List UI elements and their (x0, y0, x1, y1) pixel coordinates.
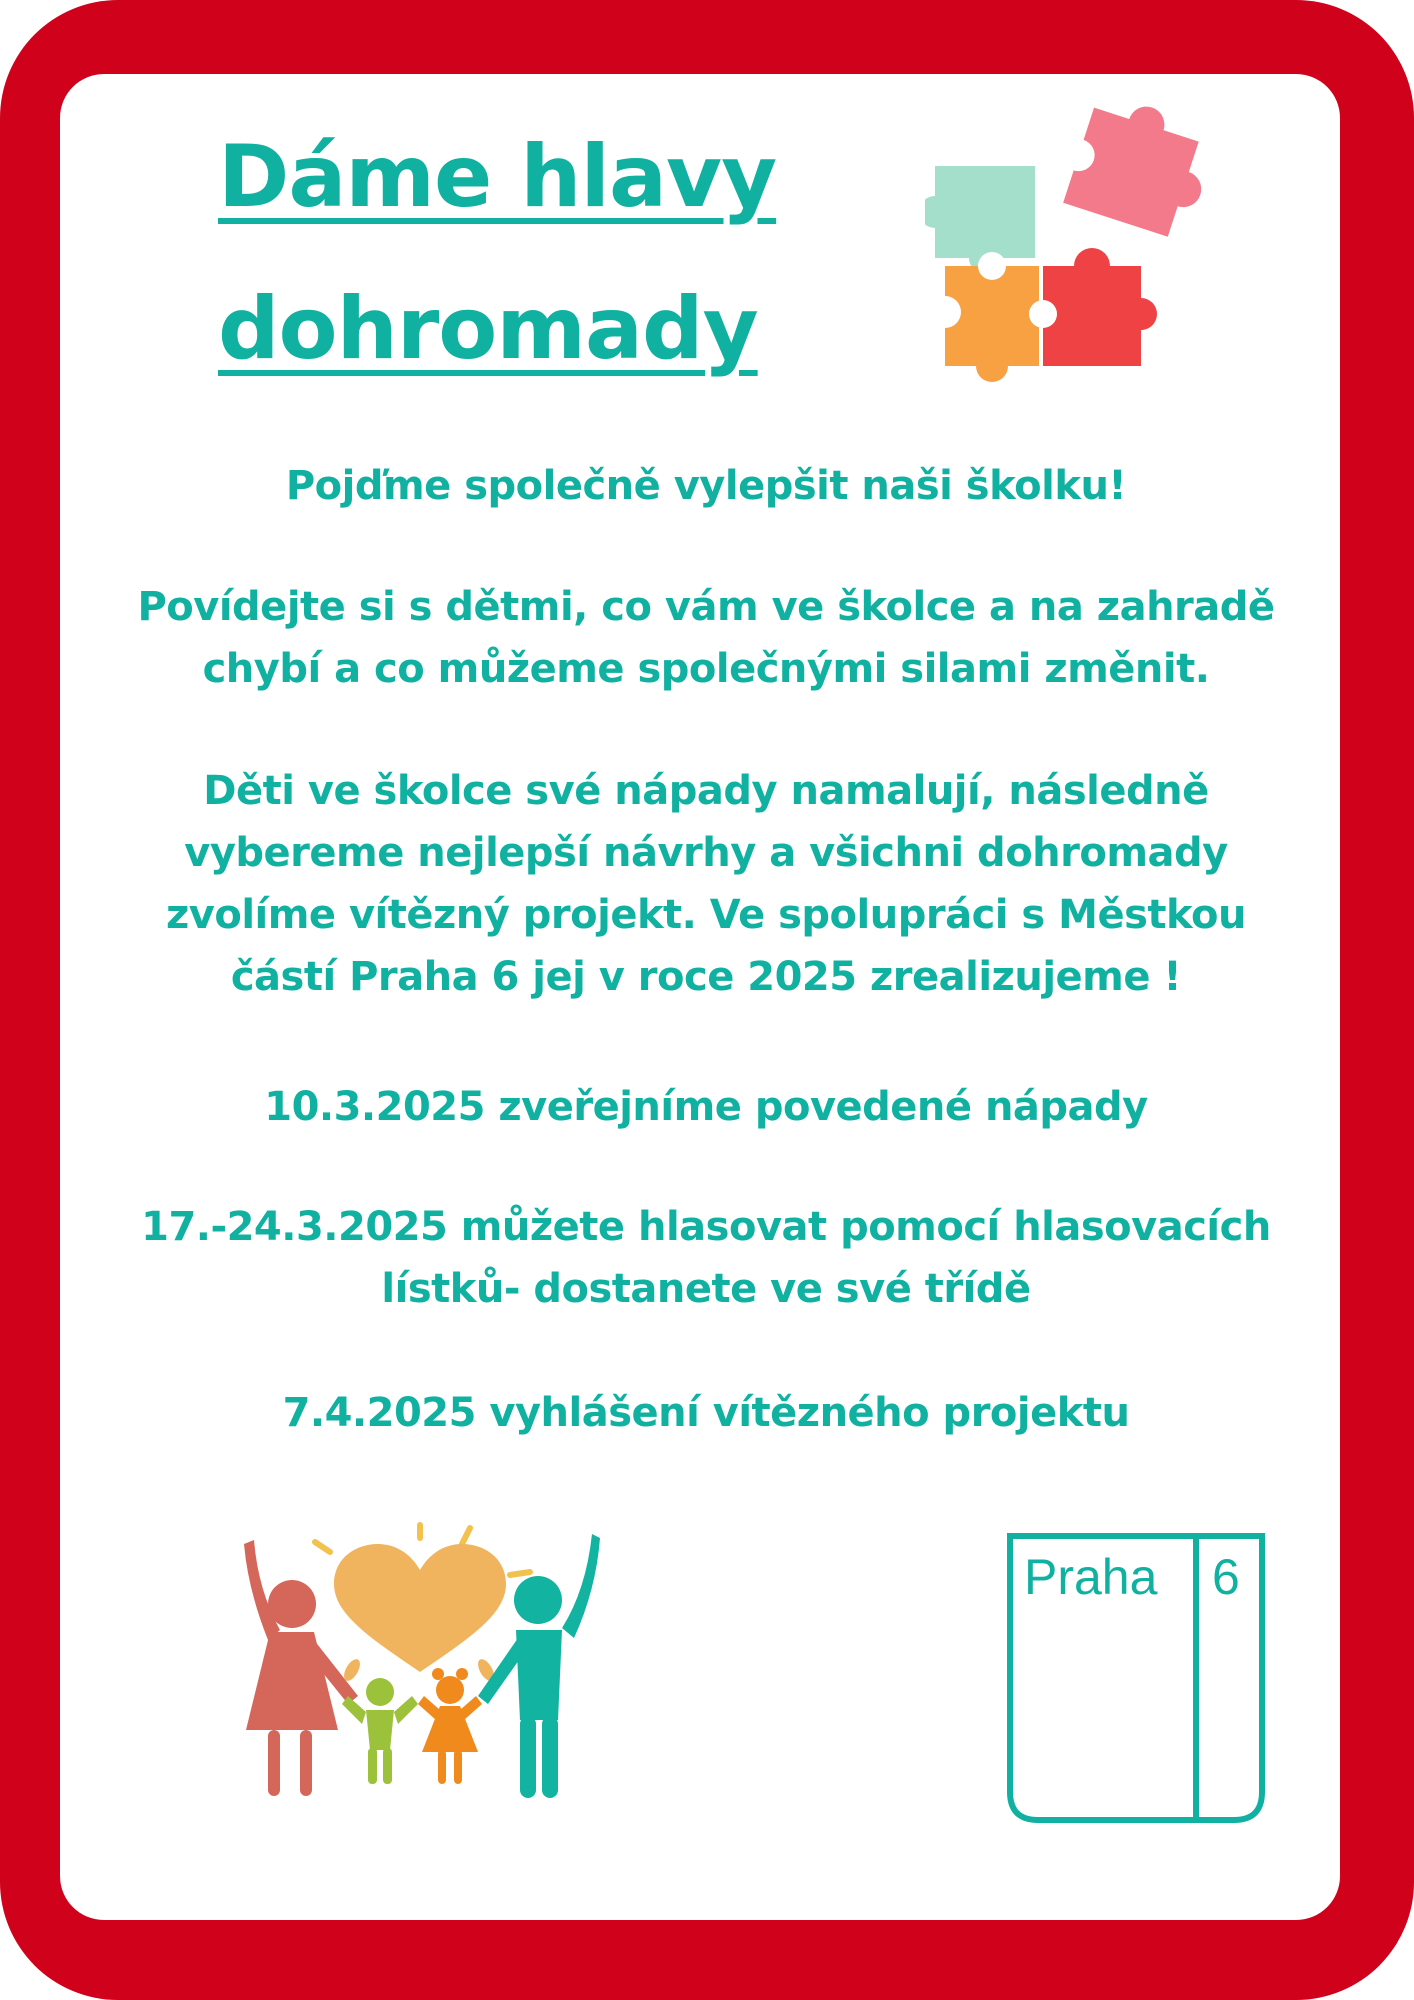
heart-shape (334, 1544, 506, 1672)
girl-child-figure (418, 1668, 482, 1784)
logo-number: 6 (1212, 1549, 1240, 1605)
vote-date-line-1: 17.-24.3.2025 můžete hlasovat pomocí hlasovacích (141, 1204, 1271, 1250)
kids-paragraph (86, 760, 1326, 1008)
vote-date-paragraph (86, 1196, 1326, 1320)
puzzle-piece-mint (925, 166, 1035, 274)
talk-paragraph (86, 576, 1326, 700)
intro-line: Pojďme společně vylepšit naši školku! (285, 463, 1127, 509)
title-line-1: Dáme hlavy (218, 127, 777, 227)
kids-line-3: zvolíme vítězný projekt. Ve spolupráci s Městkou (165, 892, 1247, 938)
announce-date-line: 7.4.2025 vyhlášení vítězného projektu (282, 1390, 1130, 1436)
puzzle-piece-red (1029, 248, 1157, 366)
vote-date-line-2: lístků- dostanete ve své třídě (381, 1266, 1031, 1312)
talk-line-1: Povídejte si s dětmi, co vám ve školce a na zahradě (137, 584, 1275, 630)
talk-line-2: chybí a co můžeme společnými silami změnit. (202, 646, 1210, 692)
publish-date-line: 10.3.2025 zveřejníme povedené nápady (264, 1084, 1148, 1130)
publish-date-paragraph (86, 1076, 1326, 1138)
announce-date-paragraph (86, 1382, 1326, 1444)
kids-line-1: Děti ve školce své nápady namalují, následně (203, 768, 1209, 814)
puzzle-pieces-icon (925, 100, 1225, 400)
puzzle-piece-pink (1048, 100, 1221, 242)
logo-name: Praha (1024, 1549, 1158, 1605)
intro-paragraph (86, 455, 1326, 517)
praha-6-logo (1006, 1532, 1266, 1824)
kids-line-2: vybereme nejlepší návrhy a všichni dohromady (184, 830, 1228, 876)
kids-line-4: částí Praha 6 jej v roce 2025 zrealizujeme ! (230, 954, 1182, 1000)
family-heart-icon (240, 1520, 600, 1820)
title-line-2: dohromady (218, 279, 758, 379)
puzzle-piece-orange (929, 252, 1039, 382)
